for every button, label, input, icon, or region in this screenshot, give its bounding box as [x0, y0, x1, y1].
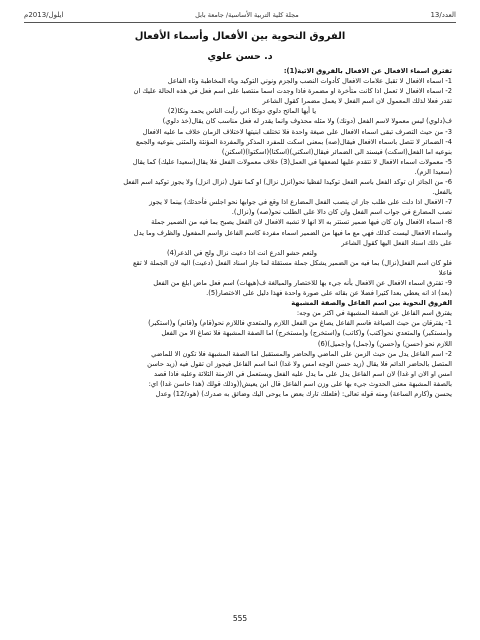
author-name: د. حسن علوي	[207, 51, 273, 62]
section-heading: تفترق اسماء الافعال عن الافعال بالفروق الاتية(1):	[283, 67, 452, 75]
text-line: (سعيدا الزم).	[414, 167, 452, 176]
text-line: بنوعيه اما الفعل(اسكت) فيسند الى الضمائر فيقال(اسكتي)(اسكتا)(اسكتوا)(اسكتن)	[221, 147, 452, 156]
section-heading: الفروق النحوية بين اسم الفاعل والصفة المشبهة	[291, 299, 452, 308]
text-line: فاعلا	[438, 268, 452, 277]
text-line: بالفعل.	[432, 188, 452, 197]
text-line: 2- اسماء الافعال لا تعمل اذا كانت متأخرة او مضمرة فاذا وجدت اسما منتصبا على اسم فعل في هذه الحالة عليك ان	[133, 87, 452, 96]
text-line: ف(دلوي) ليس معمولا لاسم الفعل (دونك) ولا مثله محذوف وانما يقدر له فعل مناسب كان يقال(خذ دلوي)	[162, 117, 452, 126]
page-number: 555	[232, 614, 248, 623]
running-header	[24, 8, 456, 22]
text-line: 8- اسماء الافعال وان كان فيها ضمير تستتر به الا انها لا تشبه الافعال لان الفعل يصبح بما فيه من الضمير جملة	[151, 218, 452, 227]
article-body	[32, 66, 452, 399]
text-line: 1- يفترقان من حيث الصياغة فاسم الفاعل يصاغ من الفعل اللازم والمتعدي فاللازم نحو(قام) و(قائم) و(استكبر)	[148, 319, 452, 328]
text-line: و(مستكبر) والمتعدي نحو(كتب) و(كاتب) و(استخرج) و(مستخرج) اما الصفة المشبهة فلا تصاغ الا من الفعل	[161, 329, 452, 338]
text-line: بالصفة المشبهة معنى الحدوث جيء بها على وزن اسم الفاعل قال ابن يعيش((وذلك قولك (هذا حاسن غدا) اي:	[148, 379, 452, 388]
date-label: ايلول/2013م	[24, 11, 64, 19]
text-line: يفترق اسم الفاعل عن الصفة المشبهة في اكثر من وجه:	[296, 309, 452, 318]
text-line: 2- اسم الفاعل يدل من حيث الزمن على الماضي والحاضر والمستقبل اما الصفة المشبهة فلا تكون الا للماضي	[151, 349, 452, 358]
text-line: 7- الافعال اذا دلت على طلب جاز ان ينصب الفعل المضارع اذا وقع في جوابها نحو اجلس فأحدثك) بينما لا يجوز	[149, 198, 452, 207]
article-title: الفروق النحوية بين الأفعال وأسماء الأفعال	[134, 31, 346, 42]
text-line: 6- من الجائز ان توكد الفعل باسم الفعل توكيدا لفظيا نحو(انزل نزال) او كما نقول (نزال انزل) ولا يجوز توكيد اسم الفعل	[123, 178, 452, 187]
verse-line: يا أيها المائح دلوي دونكا اني رأيت الناس يحمد ونكا(2)	[167, 107, 317, 116]
journal-name: مجلة كلية التربية الأساسية/ جامعة بابل	[195, 11, 299, 19]
text-line: يحسن و(كارم الساعة) ومنه قوله تعالى: (فلعلك تارك بعض ما يوحى اليك وضائق به صدرك) (هود/12) وعدل	[155, 390, 452, 398]
text-line: امس او الان او غدا) لان اسم الفاعل يدل على ما يدل عليه الفعل ويستعمل في الازمنة الثلاثة وعليه فاذا قصد	[153, 369, 452, 378]
issue-label: العدد/13	[430, 11, 456, 19]
text-line: (بعد) اذ انه يعطي بعدا كثيرا فضلا عن بقائه على صورة واحدة فهذا دليل على الاختصار(5).	[206, 289, 452, 298]
text-line: نصب المضارع في جواب اسم الفعل وان كان دالا على الطلب نحو(صه) و(نزال).	[231, 208, 452, 217]
text-line: فلو كان اسم الفعل(نزال) بما فيه من الضمير يشكل جملة مستقلة لما جاز اسناد الفعل (دعيت) اليه لان الجملة لا تقع	[132, 258, 452, 267]
verse-line: ولنعم حشو الدرع انت اذا دعيت نزال ولج في الذعر(4)	[167, 248, 317, 257]
text-line: 5- معمولات اسماء الافعال لا تتقدم عليها لضعفها في العمل(3) خلاف معمولات الفعل فلا يقال(سعيدا عليك) كما يقال	[132, 157, 452, 166]
text-line: 1- اسماء الافعال لا تقبل علامات الافعال كأدوات النصب والجزم ونوني التوكيد وياء المخاطبة وتاء الفاعل	[167, 77, 452, 86]
text-line: اللازم نحو (حسن) و(حسن) و(جمل) و(جميل)(6)	[317, 339, 452, 348]
text-line: 4- الضمائر لا تتصل باسماء الافعال فيقال(صه) بمعنى اسكت للمفرد المذكر والمفردة المؤنثة والمثنى بنوعيه والجمع	[136, 137, 452, 146]
text-line: 9- تفترق اسماء الافعال عن الافعال بأنه جيء بها للاختصار والمبالغة ف(هيهات) اسم فعل ماض ابلغ من الفعل	[153, 278, 452, 287]
text-line: تقدر فعلا لذلك المعمول لان اسم الفعل لا يعمل مضمرا كقول الشاعر	[262, 97, 452, 106]
text-line: على ذلك اسناد الفعل اليها كقول الشاعر	[341, 238, 452, 247]
text-line: المتصل بالحاضر الدائم فلا يقال (زيد حسن الوجه امس ولا غدا) انما اسم الفاعل فيجوز ان تقول فيه (زيد حاسن	[147, 359, 452, 368]
header-divider	[24, 22, 456, 23]
text-line: واسماء الافعال ليست كذلك فهي مع ما فيها من الضمير اسماء مفردة كاسم الفاعل واسم المفعول والظرف وما يدل	[133, 228, 452, 237]
text-line: 3- من حيث التصرف تبقى اسماء الافعال على صيغة واحدة فلا تختلف ابنيتها لاختلاف الزمان خلاف ما عليه الافعال	[142, 127, 452, 136]
